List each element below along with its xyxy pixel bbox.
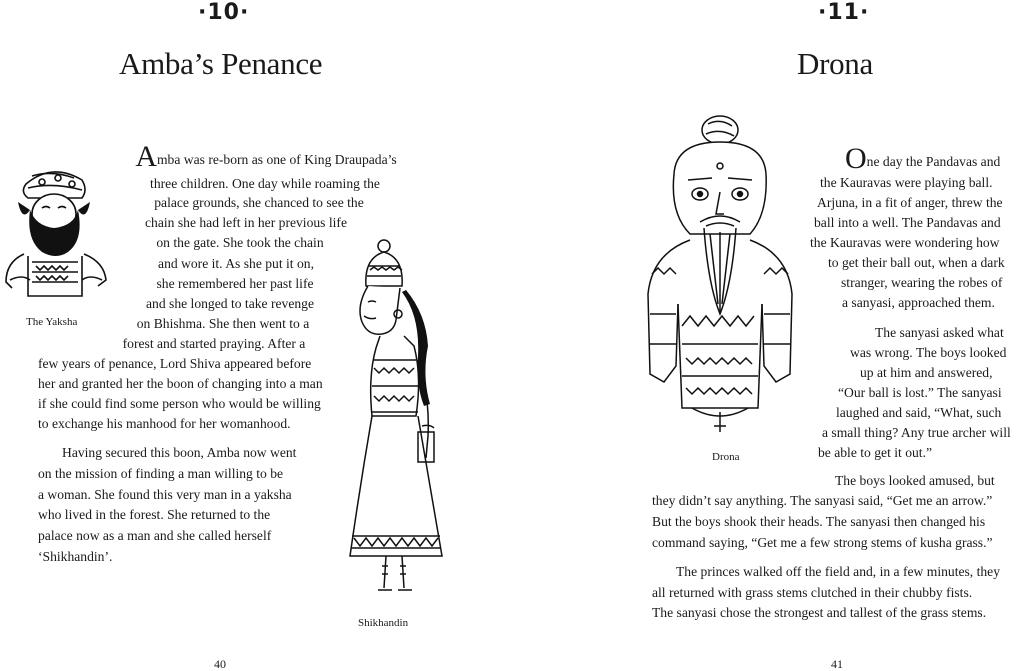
yaksha-illustration: [2, 162, 110, 302]
text-line: was wrong. The boys looked: [850, 345, 1007, 360]
drona-illustration: [630, 114, 810, 436]
text-line: a woman. She found this very man in a yaksha: [38, 487, 292, 502]
text-line: to get their ball out, when a dark: [828, 255, 1005, 270]
text-line: a small thing? Any true archer will: [822, 425, 1011, 440]
text-line: Having secured this boon, Amba now went: [62, 445, 297, 460]
text-line: palace grounds, she chanced to see the: [154, 195, 364, 210]
right-page: [512, 0, 1024, 671]
text-line: One day the Pandavas and: [845, 142, 1001, 175]
text-line: command saying, “Get me a few strong stems of kusha grass.”: [652, 535, 993, 550]
chapter-title: Drona: [797, 46, 873, 81]
text-line: and wore it. As she put it on,: [158, 256, 314, 271]
text-line: her and granted her the boon of changing into a man: [38, 376, 323, 391]
text-line: “Our ball is lost.” The sanyasi: [838, 385, 1002, 400]
text-line: on Bhishma. She then went to a: [136, 316, 310, 331]
text-line: if she could find some person who would be willing: [38, 396, 321, 411]
text-line: and she longed to take revenge: [146, 296, 314, 311]
drop-cap: O: [845, 142, 867, 175]
text-line: chain she had left in her previous life: [145, 215, 347, 230]
text-line: up at him and answered,: [860, 365, 993, 380]
chapter-title: Amba’s Penance: [119, 46, 323, 81]
text-line: all returned with grass stems clutched in their chubby fists.: [652, 585, 973, 600]
text-line: they didn’t say anything. The sanyasi said, “Get me an arrow.”: [652, 493, 993, 508]
page-number: 40: [214, 657, 226, 671]
text-line: ‘Shikhandin’.: [38, 549, 113, 564]
text-line: the Kauravas were playing ball.: [820, 175, 993, 190]
text-line: palace now as a man and she called herself: [38, 528, 272, 543]
text-line: on the mission of finding a man willing to be: [38, 466, 284, 481]
text-line: But the boys shook their heads. The sanyasi then changed his: [652, 514, 986, 529]
drona-caption: Drona: [712, 451, 740, 463]
shikhandin-caption: Shikhandin: [358, 617, 409, 629]
text-line: forest and started praying. After a: [122, 336, 306, 351]
text-line: be able to get it out.”: [818, 445, 933, 460]
chapter-number: ·10·: [198, 0, 250, 25]
chapter-number: ·11·: [818, 0, 870, 25]
text-line: The boys looked amused, but: [835, 473, 995, 488]
text-line: The sanyasi chose the strongest and tallest of the grass stems.: [652, 605, 987, 620]
text-line: she remembered her past life: [156, 276, 314, 291]
text-line: Amba was re-born as one of King Draupada’s: [135, 140, 397, 173]
shikhandin-illustration: [342, 236, 452, 608]
text-line: to exchange his manhood for her womanhood.: [38, 416, 291, 431]
text-line: stranger, wearing the robes of: [841, 275, 1003, 290]
text-line: The sanyasi asked what: [875, 325, 1004, 340]
text-line: three children. One day while roaming the: [150, 176, 380, 191]
text-line: on the gate. She took the chain: [156, 235, 324, 250]
drop-cap: A: [135, 140, 157, 173]
text-line: Arjuna, in a fit of anger, threw the: [817, 195, 1003, 210]
text-line: the Kauravas were wondering how: [810, 235, 1000, 250]
text-line: who lived in the forest. She returned to the: [38, 507, 271, 522]
page-number: 41: [831, 657, 843, 671]
text-line: few years of penance, Lord Shiva appeared before: [38, 356, 312, 371]
text-line: laughed and said, “What, such: [836, 405, 1002, 420]
text-line: The princes walked off the field and, in a few minutes, they: [676, 564, 1001, 579]
yaksha-caption: The Yaksha: [26, 316, 78, 328]
text-line: a sanyasi, approached them.: [842, 295, 995, 310]
text-line: ball into a well. The Pandavas and: [814, 215, 1001, 230]
